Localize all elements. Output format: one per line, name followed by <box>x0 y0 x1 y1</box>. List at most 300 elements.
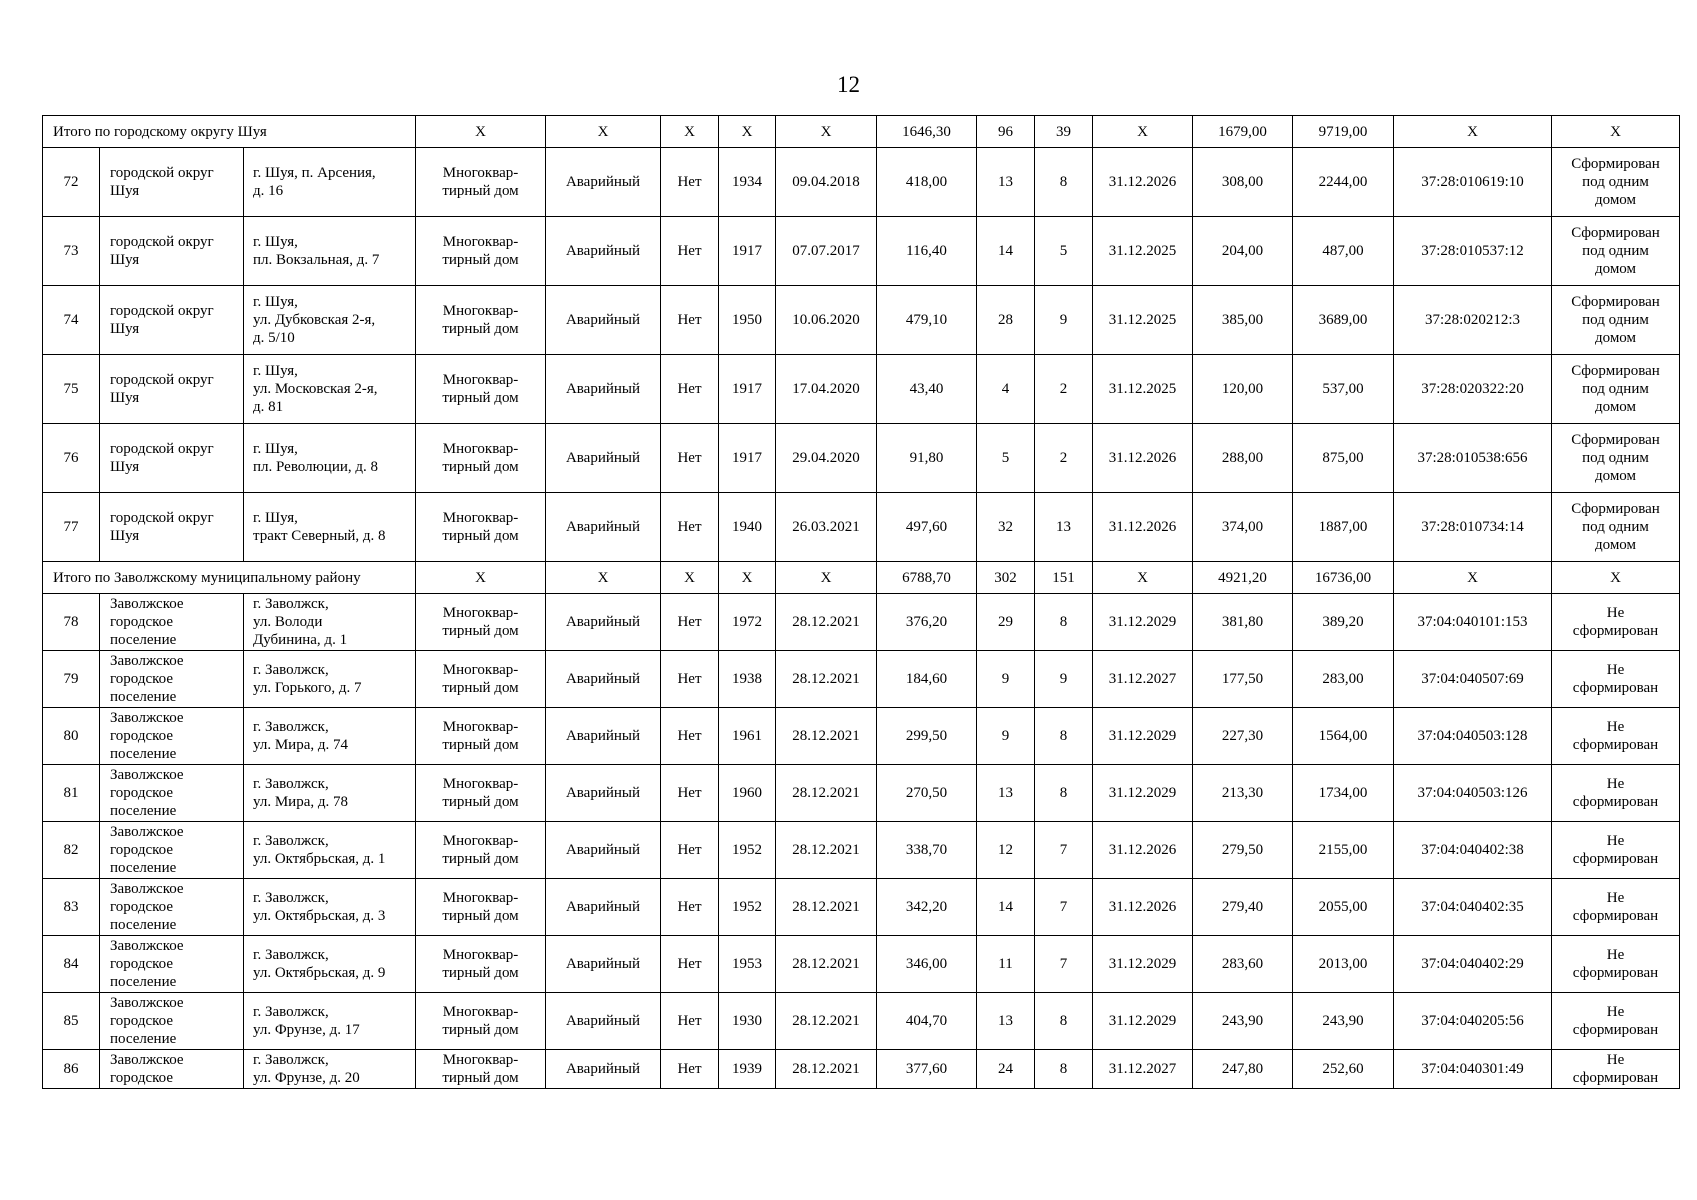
total-cell: 9719,00 <box>1293 116 1394 148</box>
building-type-cell-line: тирный дом <box>442 252 519 268</box>
address-cell-line: ул. Фрунзе, д. 20 <box>253 1070 360 1086</box>
recognition-date-cell: 17.04.2020 <box>776 355 877 424</box>
status-cell: Аварийный <box>546 651 661 708</box>
emergency-flag-cell: Нет <box>661 148 719 217</box>
value-2-cell: 875,00 <box>1293 424 1394 493</box>
deadline-cell: 31.12.2026 <box>1093 822 1193 879</box>
table-row <box>43 993 1680 1050</box>
status-cell: Аварийный <box>546 286 661 355</box>
land-plot-status-cell <box>1552 355 1680 424</box>
land-plot-status-cell-line: Не <box>1606 947 1625 963</box>
value-1-cell: 213,30 <box>1193 765 1293 822</box>
land-plot-status-cell-line: домом <box>1594 537 1637 553</box>
address-cell-line: г. Заволжск, <box>253 890 329 906</box>
municipality-cell-line: Шуя <box>110 183 140 199</box>
value-1-cell: 283,60 <box>1193 936 1293 993</box>
deadline-cell: 31.12.2029 <box>1093 708 1193 765</box>
deadline-cell: 31.12.2029 <box>1093 594 1193 651</box>
municipality-cell-line: городское <box>110 842 174 858</box>
municipality-cell-line: городской округ <box>110 303 214 319</box>
rooms-cell: 8 <box>1035 993 1093 1050</box>
cadastral-number-cell: 37:04:040402:38 <box>1394 822 1552 879</box>
rooms-cell: 2 <box>1035 355 1093 424</box>
address-cell-line: г. Шуя, <box>253 441 298 457</box>
recognition-date-cell: 28.12.2021 <box>776 822 877 879</box>
land-plot-status-cell-line: Сформирован <box>1571 294 1660 310</box>
year-cell: 1953 <box>719 936 776 993</box>
municipality-cell-line: поселение <box>110 917 177 933</box>
residents-cell: 14 <box>977 217 1035 286</box>
status-cell: Аварийный <box>546 765 661 822</box>
total-cell: X <box>416 116 546 148</box>
year-cell: 1972 <box>719 594 776 651</box>
municipality-cell-line: Заволжское <box>110 938 184 954</box>
building-type-cell-line: тирный дом <box>442 737 519 753</box>
address-cell-line: г. Заволжск, <box>253 1004 329 1020</box>
address-cell <box>244 424 416 493</box>
land-plot-status-cell <box>1552 493 1680 562</box>
status-cell: Аварийный <box>546 993 661 1050</box>
address-cell-line: ул. Октябрьская, д. 1 <box>253 851 386 867</box>
residents-cell: 32 <box>977 493 1035 562</box>
total-cell: 4921,20 <box>1193 562 1293 594</box>
rooms-cell: 8 <box>1035 594 1093 651</box>
building-type-cell-line: Многоквар- <box>442 776 519 792</box>
address-cell <box>244 1050 416 1089</box>
table-row <box>43 822 1680 879</box>
municipality-cell-line: городское <box>110 956 174 972</box>
building-type-cell <box>416 493 546 562</box>
emergency-flag-cell: Нет <box>661 594 719 651</box>
row-number-cell: 74 <box>43 286 100 355</box>
municipality-cell-line: Заволжское <box>110 1052 184 1068</box>
address-cell-line: д. 5/10 <box>253 330 295 346</box>
value-1-cell: 308,00 <box>1193 148 1293 217</box>
land-plot-status-cell <box>1552 879 1680 936</box>
year-cell: 1952 <box>719 822 776 879</box>
value-1-cell: 120,00 <box>1193 355 1293 424</box>
land-plot-status-cell <box>1552 822 1680 879</box>
emergency-flag-cell: Нет <box>661 822 719 879</box>
building-type-cell-line: Многоквар- <box>442 605 519 621</box>
municipality-cell <box>100 936 244 993</box>
address-cell <box>244 148 416 217</box>
cadastral-number-cell: 37:04:040402:29 <box>1394 936 1552 993</box>
value-1-cell: 204,00 <box>1193 217 1293 286</box>
municipality-cell-line: поселение <box>110 974 177 990</box>
municipality-cell-line: Шуя <box>110 252 140 268</box>
deadline-cell: 31.12.2026 <box>1093 879 1193 936</box>
emergency-flag-cell: Нет <box>661 493 719 562</box>
year-cell: 1917 <box>719 424 776 493</box>
row-number-cell: 73 <box>43 217 100 286</box>
land-plot-status-cell-line: под одним <box>1582 381 1649 397</box>
year-cell: 1917 <box>719 355 776 424</box>
building-type-cell <box>416 822 546 879</box>
table-row <box>43 355 1680 424</box>
address-cell <box>244 594 416 651</box>
row-number-cell: 83 <box>43 879 100 936</box>
status-cell: Аварийный <box>546 936 661 993</box>
emergency-flag-cell: Нет <box>661 879 719 936</box>
value-1-cell: 279,40 <box>1193 879 1293 936</box>
area-cell: 184,60 <box>877 651 977 708</box>
building-type-cell-line: тирный дом <box>442 851 519 867</box>
row-number-cell: 76 <box>43 424 100 493</box>
residents-cell: 9 <box>977 651 1035 708</box>
value-1-cell: 227,30 <box>1193 708 1293 765</box>
recognition-date-cell: 10.06.2020 <box>776 286 877 355</box>
land-plot-status-cell-line: сформирован <box>1572 1070 1659 1086</box>
total-cell: X <box>1093 116 1193 148</box>
value-2-cell: 2013,00 <box>1293 936 1394 993</box>
value-1-cell: 288,00 <box>1193 424 1293 493</box>
building-type-cell-line: тирный дом <box>442 1070 519 1086</box>
residents-cell: 13 <box>977 148 1035 217</box>
municipality-cell <box>100 148 244 217</box>
address-cell <box>244 879 416 936</box>
residents-cell: 24 <box>977 1050 1035 1089</box>
municipality-cell <box>100 651 244 708</box>
building-type-cell-line: тирный дом <box>442 965 519 981</box>
municipality-cell <box>100 822 244 879</box>
recognition-date-cell: 07.07.2017 <box>776 217 877 286</box>
emergency-flag-cell: Нет <box>661 1050 719 1089</box>
address-cell-line: пл. Вокзальная, д. 7 <box>253 252 380 268</box>
land-plot-status-cell <box>1552 1050 1680 1089</box>
value-2-cell: 1564,00 <box>1293 708 1394 765</box>
address-cell-line: ул. Горького, д. 7 <box>253 680 362 696</box>
total-cell: X <box>776 562 877 594</box>
residents-cell: 5 <box>977 424 1035 493</box>
value-2-cell: 1887,00 <box>1293 493 1394 562</box>
cadastral-number-cell: 37:28:010538:656 <box>1394 424 1552 493</box>
status-cell: Аварийный <box>546 879 661 936</box>
building-type-cell-line: тирный дом <box>442 321 519 337</box>
municipality-cell <box>100 1050 244 1089</box>
total-label: Итого по городскому округу Шуя <box>43 116 416 148</box>
total-cell: 96 <box>977 116 1035 148</box>
housing-register-table <box>42 115 1680 1089</box>
total-cell: X <box>776 116 877 148</box>
land-plot-status-cell <box>1552 765 1680 822</box>
building-type-cell-line: Многоквар- <box>442 947 519 963</box>
deadline-cell: 31.12.2025 <box>1093 217 1193 286</box>
address-cell-line: ул. Октябрьская, д. 9 <box>253 965 386 981</box>
value-2-cell: 243,90 <box>1293 993 1394 1050</box>
value-1-cell: 385,00 <box>1193 286 1293 355</box>
total-cell: X <box>1552 116 1680 148</box>
rooms-cell: 8 <box>1035 708 1093 765</box>
emergency-flag-cell: Нет <box>661 708 719 765</box>
area-cell: 497,60 <box>877 493 977 562</box>
building-type-cell <box>416 651 546 708</box>
municipality-cell-line: городской округ <box>110 234 214 250</box>
deadline-cell: 31.12.2026 <box>1093 148 1193 217</box>
address-cell-line: ул. Московская 2-я, <box>253 381 378 397</box>
table-row <box>43 651 1680 708</box>
land-plot-status-cell-line: сформирован <box>1572 965 1659 981</box>
address-cell <box>244 217 416 286</box>
cadastral-number-cell: 37:04:040507:69 <box>1394 651 1552 708</box>
address-cell <box>244 765 416 822</box>
building-type-cell-line: Многоквар- <box>442 719 519 735</box>
municipality-cell-line: поселение <box>110 803 177 819</box>
area-cell: 479,10 <box>877 286 977 355</box>
emergency-flag-cell: Нет <box>661 355 719 424</box>
building-type-cell-line: Многоквар- <box>442 303 519 319</box>
building-type-cell-line: Многоквар- <box>442 372 519 388</box>
land-plot-status-cell-line: сформирован <box>1572 623 1659 639</box>
emergency-flag-cell: Нет <box>661 765 719 822</box>
municipality-cell <box>100 879 244 936</box>
cadastral-number-cell: 37:28:010537:12 <box>1394 217 1552 286</box>
land-plot-status-cell-line: Не <box>1606 1004 1625 1020</box>
building-type-cell-line: Многоквар- <box>442 165 519 181</box>
building-type-cell-line: Многоквар- <box>442 833 519 849</box>
row-number-cell: 80 <box>43 708 100 765</box>
area-cell: 116,40 <box>877 217 977 286</box>
cadastral-number-cell: 37:28:010734:14 <box>1394 493 1552 562</box>
address-cell-line: г. Заволжск, <box>253 947 329 963</box>
land-plot-status-cell-line: под одним <box>1582 519 1649 535</box>
area-cell: 43,40 <box>877 355 977 424</box>
municipality-cell <box>100 993 244 1050</box>
municipality-cell-line: поселение <box>110 632 177 648</box>
building-type-cell-line: тирный дом <box>442 183 519 199</box>
land-plot-status-cell-line: Не <box>1606 605 1625 621</box>
value-2-cell: 3689,00 <box>1293 286 1394 355</box>
building-type-cell <box>416 1050 546 1089</box>
total-cell: X <box>661 562 719 594</box>
year-cell: 1940 <box>719 493 776 562</box>
table-row <box>43 594 1680 651</box>
address-cell-line: г. Заволжск, <box>253 776 329 792</box>
land-plot-status-cell-line: Сформирован <box>1571 432 1660 448</box>
row-number-cell: 72 <box>43 148 100 217</box>
area-cell: 342,20 <box>877 879 977 936</box>
recognition-date-cell: 28.12.2021 <box>776 993 877 1050</box>
land-plot-status-cell-line: домом <box>1594 468 1637 484</box>
recognition-date-cell: 28.12.2021 <box>776 594 877 651</box>
row-number-cell: 84 <box>43 936 100 993</box>
value-2-cell: 283,00 <box>1293 651 1394 708</box>
municipality-cell-line: городской округ <box>110 510 214 526</box>
value-2-cell: 2244,00 <box>1293 148 1394 217</box>
page-number: 12 <box>837 72 860 97</box>
municipality-cell-line: Заволжское <box>110 653 184 669</box>
cadastral-number-cell: 37:28:010619:10 <box>1394 148 1552 217</box>
residents-cell: 4 <box>977 355 1035 424</box>
emergency-flag-cell: Нет <box>661 424 719 493</box>
building-type-cell-line: тирный дом <box>442 459 519 475</box>
total-cell: X <box>719 116 776 148</box>
table-row <box>43 148 1680 217</box>
building-type-cell <box>416 936 546 993</box>
address-cell-line: г. Шуя, <box>253 234 298 250</box>
residents-cell: 9 <box>977 708 1035 765</box>
area-cell: 270,50 <box>877 765 977 822</box>
recognition-date-cell: 28.12.2021 <box>776 879 877 936</box>
rooms-cell: 2 <box>1035 424 1093 493</box>
total-cell: X <box>546 116 661 148</box>
table-row <box>43 765 1680 822</box>
value-2-cell: 389,20 <box>1293 594 1394 651</box>
table-row <box>43 424 1680 493</box>
deadline-cell: 31.12.2025 <box>1093 286 1193 355</box>
status-cell: Аварийный <box>546 355 661 424</box>
address-cell <box>244 822 416 879</box>
municipality-cell-line: Заволжское <box>110 881 184 897</box>
address-cell <box>244 936 416 993</box>
address-cell-line: г. Заволжск, <box>253 719 329 735</box>
status-cell: Аварийный <box>546 217 661 286</box>
recognition-date-cell: 28.12.2021 <box>776 936 877 993</box>
building-type-cell <box>416 708 546 765</box>
total-label: Итого по Заволжскому муниципальному району <box>43 562 416 594</box>
land-plot-status-cell <box>1552 651 1680 708</box>
municipality-cell <box>100 217 244 286</box>
building-type-cell-line: Многоквар- <box>442 1052 519 1068</box>
municipality-cell-line: Заволжское <box>110 710 184 726</box>
table-row <box>43 879 1680 936</box>
deadline-cell: 31.12.2027 <box>1093 1050 1193 1089</box>
land-plot-status-cell-line: сформирован <box>1572 794 1659 810</box>
building-type-cell <box>416 217 546 286</box>
municipality-cell <box>100 355 244 424</box>
municipality-cell-line: Шуя <box>110 321 140 337</box>
year-cell: 1930 <box>719 993 776 1050</box>
residents-cell: 28 <box>977 286 1035 355</box>
land-plot-status-cell <box>1552 594 1680 651</box>
year-cell: 1934 <box>719 148 776 217</box>
building-type-cell <box>416 355 546 424</box>
residents-cell: 13 <box>977 765 1035 822</box>
municipality-cell-line: городское <box>110 785 174 801</box>
residents-cell: 14 <box>977 879 1035 936</box>
residents-cell: 11 <box>977 936 1035 993</box>
status-cell: Аварийный <box>546 708 661 765</box>
row-number-cell: 85 <box>43 993 100 1050</box>
building-type-cell <box>416 879 546 936</box>
address-cell-line: ул. Фрунзе, д. 17 <box>253 1022 360 1038</box>
land-plot-status-cell <box>1552 424 1680 493</box>
municipality-cell-line: Шуя <box>110 528 140 544</box>
row-number-cell: 77 <box>43 493 100 562</box>
value-2-cell: 2055,00 <box>1293 879 1394 936</box>
building-type-cell-line: тирный дом <box>442 528 519 544</box>
total-cell: X <box>1394 116 1552 148</box>
cadastral-number-cell: 37:04:040402:35 <box>1394 879 1552 936</box>
row-number-cell: 81 <box>43 765 100 822</box>
total-cell: X <box>661 116 719 148</box>
building-type-cell-line: Многоквар- <box>442 441 519 457</box>
address-cell <box>244 355 416 424</box>
value-2-cell: 487,00 <box>1293 217 1394 286</box>
rooms-cell: 9 <box>1035 286 1093 355</box>
cadastral-number-cell: 37:04:040503:128 <box>1394 708 1552 765</box>
land-plot-status-cell-line: домом <box>1594 261 1637 277</box>
cadastral-number-cell: 37:04:040205:56 <box>1394 993 1552 1050</box>
address-cell-line: тракт Северный, д. 8 <box>253 528 386 544</box>
year-cell: 1952 <box>719 879 776 936</box>
land-plot-status-cell-line: под одним <box>1582 450 1649 466</box>
rooms-cell: 7 <box>1035 822 1093 879</box>
building-type-cell-line: Многоквар- <box>442 234 519 250</box>
table-row <box>43 1050 1680 1089</box>
rooms-cell: 5 <box>1035 217 1093 286</box>
land-plot-status-cell-line: сформирован <box>1572 1022 1659 1038</box>
municipality-cell-line: городской округ <box>110 165 214 181</box>
building-type-cell <box>416 286 546 355</box>
cadastral-number-cell: 37:28:020212:3 <box>1394 286 1552 355</box>
deadline-cell: 31.12.2025 <box>1093 355 1193 424</box>
municipality-cell-line: городское <box>110 1070 174 1086</box>
rooms-cell: 9 <box>1035 651 1093 708</box>
address-cell <box>244 993 416 1050</box>
emergency-flag-cell: Нет <box>661 286 719 355</box>
value-1-cell: 374,00 <box>1193 493 1293 562</box>
year-cell: 1938 <box>719 651 776 708</box>
area-cell: 404,70 <box>877 993 977 1050</box>
municipality-cell-line: Шуя <box>110 459 140 475</box>
value-1-cell: 177,50 <box>1193 651 1293 708</box>
land-plot-status-cell-line: сформирован <box>1572 737 1659 753</box>
building-type-cell-line: тирный дом <box>442 908 519 924</box>
year-cell: 1939 <box>719 1050 776 1089</box>
total-cell: X <box>1394 562 1552 594</box>
total-cell: X <box>1552 562 1680 594</box>
building-type-cell <box>416 424 546 493</box>
row-number-cell: 78 <box>43 594 100 651</box>
building-type-cell <box>416 765 546 822</box>
address-cell-line: г. Заволжск, <box>253 662 329 678</box>
municipality-cell-line: поселение <box>110 689 177 705</box>
land-plot-status-cell-line: Не <box>1606 890 1625 906</box>
total-cell: X <box>546 562 661 594</box>
area-cell: 376,20 <box>877 594 977 651</box>
municipality-cell <box>100 708 244 765</box>
year-cell: 1950 <box>719 286 776 355</box>
building-type-cell <box>416 594 546 651</box>
cadastral-number-cell: 37:04:040101:153 <box>1394 594 1552 651</box>
cadastral-number-cell: 37:04:040503:126 <box>1394 765 1552 822</box>
building-type-cell-line: Многоквар- <box>442 510 519 526</box>
municipality-cell-line: Заволжское <box>110 596 184 612</box>
address-cell-line: г. Шуя, <box>253 363 298 379</box>
row-number-cell: 75 <box>43 355 100 424</box>
status-cell: Аварийный <box>546 148 661 217</box>
value-1-cell: 381,80 <box>1193 594 1293 651</box>
land-plot-status-cell-line: Не <box>1606 1052 1625 1068</box>
row-number-cell: 79 <box>43 651 100 708</box>
cadastral-number-cell: 37:04:040301:49 <box>1394 1050 1552 1089</box>
area-cell: 346,00 <box>877 936 977 993</box>
land-plot-status-cell-line: домом <box>1594 192 1637 208</box>
recognition-date-cell: 28.12.2021 <box>776 651 877 708</box>
area-cell: 377,60 <box>877 1050 977 1089</box>
address-cell <box>244 651 416 708</box>
total-cell: 151 <box>1035 562 1093 594</box>
address-cell-line: г. Заволжск, <box>253 596 329 612</box>
municipality-cell-line: Шуя <box>110 390 140 406</box>
table-row <box>43 708 1680 765</box>
municipality-cell-line: городское <box>110 728 174 744</box>
recognition-date-cell: 09.04.2018 <box>776 148 877 217</box>
land-plot-status-cell-line: Сформирован <box>1571 156 1660 172</box>
total-cell: 39 <box>1035 116 1093 148</box>
value-1-cell: 247,80 <box>1193 1050 1293 1089</box>
